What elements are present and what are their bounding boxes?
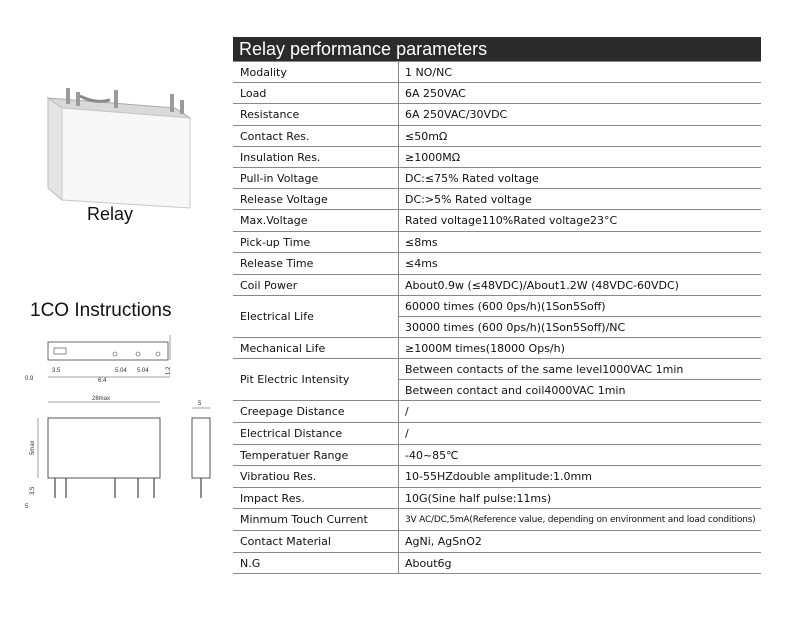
param-value: DC:>5% Rated voltage <box>405 192 532 206</box>
param-value: ≤4ms <box>405 257 438 270</box>
param-value: 6A 250VAC <box>405 86 466 100</box>
table-row <box>233 210 761 232</box>
param-name: Vibratiou Res. <box>233 466 399 487</box>
param-value: -40~85℃ <box>405 448 459 462</box>
dim-5-bottom: 5 <box>25 504 29 510</box>
param-name: Electrical Distance <box>233 423 399 444</box>
table-title: Relay performance parameters <box>233 37 761 61</box>
param-name: N.G <box>233 553 399 573</box>
param-value: 30000 times (600 0ps/h)(1Son5Soff)/NC <box>399 316 761 337</box>
table-row <box>233 126 761 147</box>
table-row <box>233 553 761 574</box>
table-row <box>233 189 761 210</box>
param-name: Mechanical Life <box>233 338 399 358</box>
table-row <box>233 275 761 296</box>
param-name: Contact Res. <box>233 126 399 146</box>
table-row <box>233 338 761 359</box>
param-name: Pick-up Time <box>233 232 399 252</box>
table-row <box>233 466 761 488</box>
param-value: ≥1000M times(18000 Ops/h) <box>405 341 565 355</box>
param-name: Pit Electric Intensity <box>233 359 399 400</box>
param-name: Modality <box>233 62 399 82</box>
param-value: 10G(Sine half pulse:11ms) <box>405 491 552 505</box>
param-value: Between contact and coil4000VAC 1min <box>399 379 761 400</box>
dim-3-5: 3.5 <box>52 368 61 374</box>
dim-6-4: 6.4 <box>98 378 107 384</box>
table-row <box>233 104 761 126</box>
param-name: Resistance <box>233 104 399 125</box>
param-value: 1 NO/NC <box>405 65 452 79</box>
param-name: Creepage Distance <box>233 401 399 422</box>
table-row <box>233 509 761 531</box>
param-value: AgNi, AgSnO2 <box>405 535 482 548</box>
param-value: / <box>405 405 409 418</box>
table-row <box>233 359 761 401</box>
relay-caption: Relay <box>86 204 134 224</box>
table-row <box>233 531 761 553</box>
parameters-table <box>233 61 761 574</box>
param-value: About6g <box>405 556 452 570</box>
param-name: Temperatuer Range <box>233 445 399 465</box>
table-row <box>233 62 761 83</box>
param-value: 6A 250VAC/30VDC <box>405 108 508 121</box>
table-row <box>233 488 761 509</box>
param-value: ≥1000MΩ <box>405 150 461 164</box>
param-name: Coil Power <box>233 275 399 295</box>
dim-1-2: 1.2 <box>166 366 172 375</box>
param-value: DC:≤75% Rated voltage <box>405 171 539 185</box>
table-row <box>233 232 761 253</box>
table-row <box>233 253 761 275</box>
param-value: 10-55HZdouble amplitude:1.0mm <box>405 470 592 483</box>
param-name: Impact Res. <box>233 488 399 508</box>
param-name: Electrical Life <box>233 296 399 337</box>
table-row <box>233 423 761 445</box>
table-row <box>233 147 761 168</box>
param-name: Load <box>233 83 399 103</box>
dim-28max: 28max <box>92 396 111 402</box>
param-name: Pull-in Voltage <box>233 168 399 188</box>
param-name: Insulation Res. <box>233 147 399 167</box>
param-value: 3V AC/DC,5mA(Reference value, depending on environment and load conditions) <box>405 514 756 525</box>
param-value: ≤8ms <box>405 235 438 249</box>
param-value: 60000 times (600 0ps/h)(1Son5Soff) <box>405 299 606 313</box>
dim-5-side: 5 <box>198 401 202 407</box>
relay-product-image <box>40 78 200 218</box>
table-row <box>233 445 761 466</box>
param-value: / <box>405 427 409 440</box>
param-name: Minmum Touch Current <box>233 509 399 530</box>
dimension-drawing <box>20 330 220 520</box>
dim-0-9: 0.9 <box>25 376 34 382</box>
dim-3-5-pin: 3.5 <box>30 486 36 495</box>
table-row <box>233 296 761 338</box>
param-name: Release Voltage <box>233 189 399 209</box>
param-value: Between contacts of the same level1000VAC 1min <box>405 362 684 376</box>
co-instructions-title: 1CO Instructions <box>30 300 172 321</box>
param-name: Release Time <box>233 253 399 274</box>
param-value: Rated voltage110%Rated voltage23°C <box>405 214 618 227</box>
param-name: Contact Material <box>233 531 399 552</box>
param-value: ≤50mΩ <box>405 129 448 143</box>
table-row <box>233 168 761 189</box>
table-row <box>233 83 761 104</box>
dim-5max: 5max <box>30 440 36 455</box>
param-value: About0.9w (≤48VDC)/About1.2W (48VDC-60VDC) <box>405 278 679 292</box>
param-name: Max.Voltage <box>233 210 399 231</box>
table-row <box>233 401 761 423</box>
dim-5-04-a: 5.04 <box>115 368 127 374</box>
dim-5-04-b: 5.04 <box>137 368 149 374</box>
